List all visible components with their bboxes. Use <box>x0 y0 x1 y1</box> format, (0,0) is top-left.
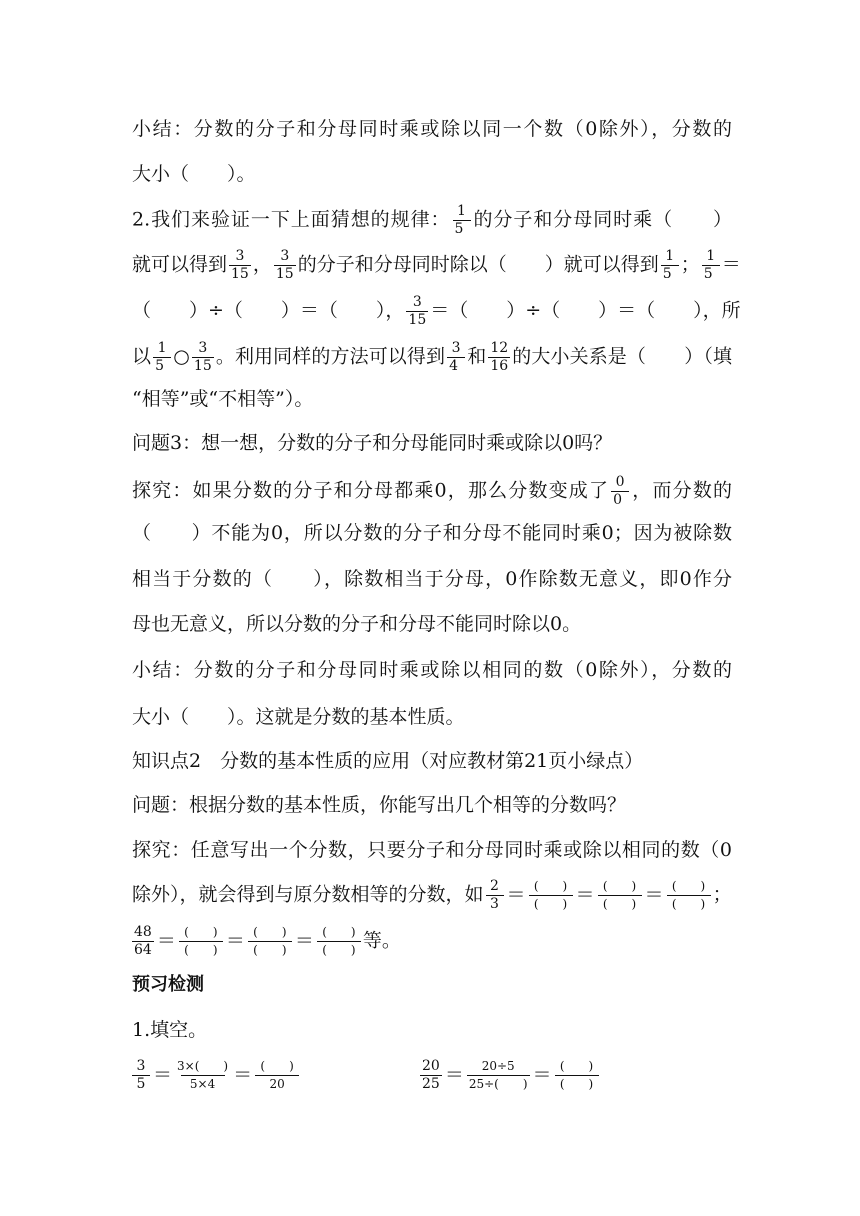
fill-in-question: 1.填空。 <box>132 1019 208 1041</box>
fill-in-fraction: $\frac{( )}{20}$ <box>255 1058 299 1093</box>
compare-circle: ○ <box>173 345 190 368</box>
fraction-3-15: $\frac{3}{15}$ <box>231 248 249 282</box>
blank-fraction: $\frac{( )}{( )}$ <box>529 878 573 913</box>
item2-line4: 以 $\frac{1}{5}$ ○ $\frac{3}{15}$ 。利用同样的方法可以得到 $\frac{3}{4}$ 和 $\frac{12}{16}$ 的大小关系是（ ）（填 <box>132 340 732 374</box>
blank-fraction: $\frac{( )}{( )}$ <box>248 924 292 959</box>
summary1-line2: 大小（ ）。 <box>132 163 256 185</box>
explore1-line4: 母也无意义，所以分数的分子和分母不能同时除以0。 <box>132 613 582 635</box>
item2-text: 的分子和分母同时乘（ ） <box>472 208 732 231</box>
fraction-1-5: $\frac{1}{5}$ <box>453 203 471 238</box>
blank-fraction: $\frac{( )}{( )}$ <box>179 924 223 959</box>
explore2-line3: $\frac{48}{64}$ ＝ $\frac{( )}{( )}$ ＝ $\frac{( )}{( )}$ ＝ $\frac{( )}{( )}$ 等。 <box>134 924 401 958</box>
item2-line1 <box>132 203 732 238</box>
fraction-3-15: $\frac{3}{15}$ <box>193 340 212 374</box>
knowledge-point-2: 知识点2 分数的基本性质的应用（对应教材第21页小绿点） <box>132 750 644 772</box>
explore1-line3: 相当于分数的（ ），除数相当于分母，0作除数无意义，即0作分 <box>132 568 732 590</box>
fraction-3-4: $\frac{3}{4}$ <box>447 340 465 375</box>
item2-line5: “相等”或“不相等”）。 <box>132 388 314 410</box>
fill-in-fraction: $\frac{20\div 5}{25\div( )}$ <box>468 1059 528 1091</box>
fraction-3-15: $\frac{3}{15}$ <box>408 294 427 328</box>
fraction-1-5: $\frac{1}{5}$ <box>702 248 720 283</box>
summary2-line2: 大小（ ）。这就是分数的基本性质。 <box>132 706 465 728</box>
fraction-2-3: $\frac{2}{3}$ <box>486 878 504 913</box>
item2-text: 2.我们来验证一下上面猜想的规律： <box>132 208 451 231</box>
question: 问题：根据分数的基本性质，你能写出几个相等的分数吗？ <box>132 794 627 816</box>
explore2-line1: 探究：任意写出一个分数，只要分子和分母同时乘或除以相同的数（0 <box>132 839 732 861</box>
fill-in-fraction: $\frac{( )}{( )}$ <box>555 1058 599 1093</box>
fraction-12-16: $\frac{12}{16}$ <box>490 340 509 374</box>
fill-in-right: $\frac{20}{25}$ ＝ $\frac{20\div 5}{25\div( )}$ ＝ $\frac{( )}{( )}$ <box>420 1058 720 1093</box>
item2-line3: （ ）÷（ ）＝（ ）， $\frac{3}{15}$ ＝（ ）÷（ ）＝（ ），所 <box>132 294 741 328</box>
item2-line2: 就可以得到 $\frac{3}{15}$ ， $\frac{3}{15}$ 的分子和分母同时除以（ ）就可以得到 $\frac{1}{5}$ ； $\frac{1}{5}$ ＝ <box>132 248 741 282</box>
fraction-0-0: $\frac{0}{0}$ <box>611 474 629 509</box>
explore2-line2: 除外），就会得到与原分数相等的分数，如 $\frac{2}{3}$ ＝ $\frac{( )}{( )}$ ＝ $\frac{( )}{( )}$ ＝ $\frac{( )}{( )}$ ； <box>132 878 732 912</box>
fraction-3-15: $\frac{3}{15}$ <box>275 248 294 282</box>
blank-fraction: $\frac{( )}{( )}$ <box>667 878 711 913</box>
question3: 问题3：想一想，分数的分子和分母能同时乘或除以0吗？ <box>132 432 613 454</box>
fraction-1-5: $\frac{1}{5}$ <box>661 248 679 283</box>
fill-in-fraction: $\frac{3\times( )}{5\times 4}$ <box>177 1059 229 1091</box>
blank-fraction: $\frac{( )}{( )}$ <box>598 878 642 913</box>
blank-fraction: $\frac{( )}{( )}$ <box>317 924 361 959</box>
fraction-1-5: $\frac{1}{5}$ <box>153 340 171 375</box>
fraction-20-25: $\frac{20}{25}$ <box>422 1058 440 1092</box>
explore1-line2: （ ）不能为0，所以分数的分子和分母不能同时乘0；因为被除数 <box>132 522 732 544</box>
explore1-line1: 探究：如果分数的分子和分母都乘0，那么分数变成了 $\frac{0}{0}$ ，而分数的 <box>132 474 732 508</box>
section-title: 预习检测 <box>132 974 204 995</box>
summary1-line1: 小结：分数的分子和分母同时乘或除以同一个数（0除外），分数的 <box>132 118 732 140</box>
fraction-3-5: $\frac{3}{5}$ <box>132 1058 150 1093</box>
fraction-48-64: $\frac{48}{64}$ <box>134 924 152 958</box>
fill-in-left: $\frac{3}{5}$ ＝ $\frac{3\times( )}{5\times 4}$ ＝ $\frac{( )}{20}$ <box>132 1058 392 1093</box>
summary2-line1: 小结：分数的分子和分母同时乘或除以相同的数（0除外），分数的 <box>132 659 732 681</box>
